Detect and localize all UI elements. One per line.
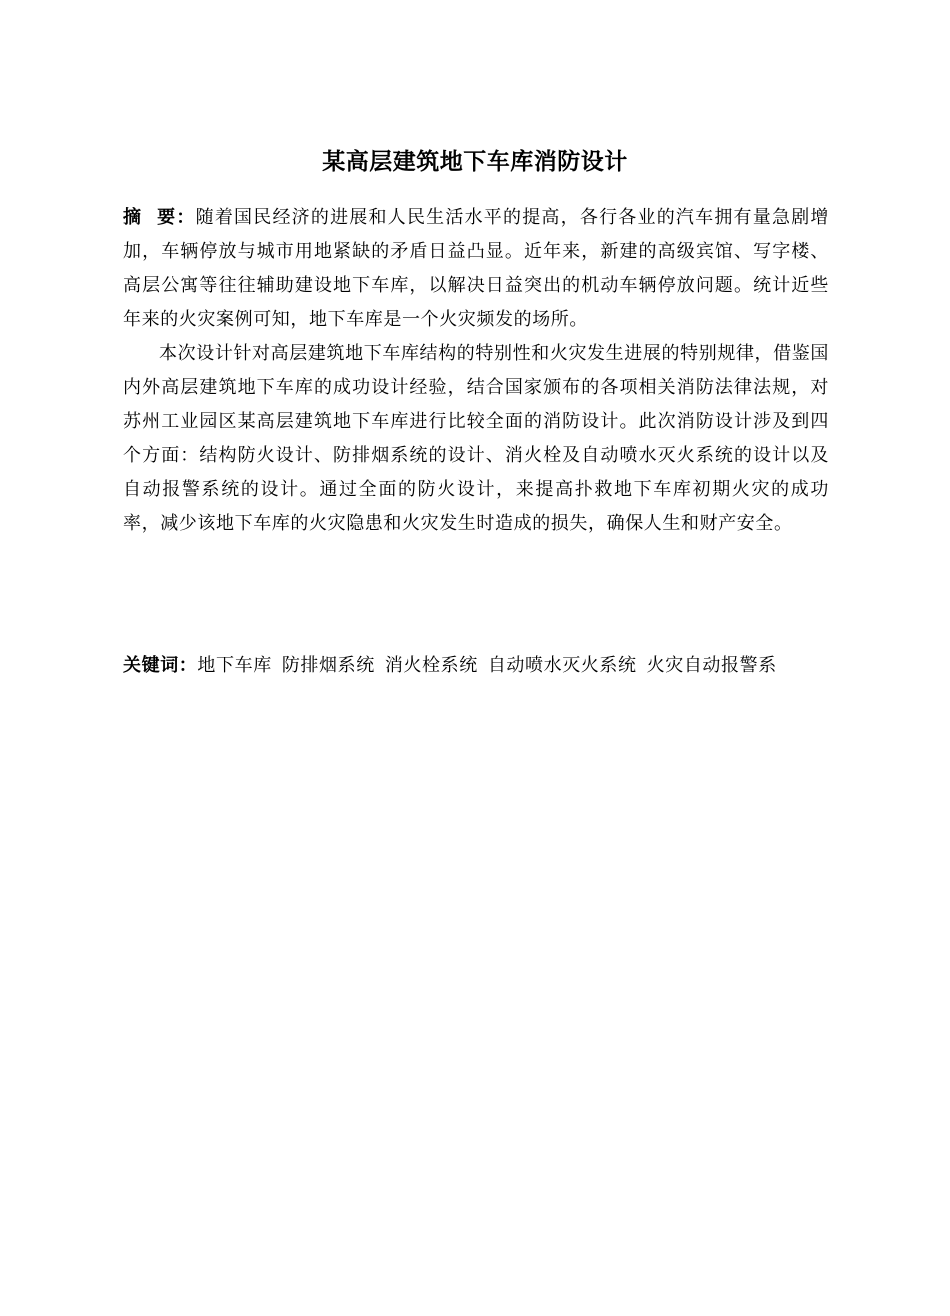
abstract-section xyxy=(123,201,829,541)
keyword-item: 消火栓系统 xyxy=(384,655,478,676)
keywords-section xyxy=(123,649,829,683)
abstract-paragraph-1-text: 随着国民经济的进展和人民生活水平的提高，各行各业的汽车拥有量急剧增加，车辆停放与城市用地紧缺的矛盾日益凸显。近年来，新建的高级宾馆、写字楼、高层公寓等往往辅助建设地下车库，以解决日益突出的机动车辆停放问题。统计近些年来的火灾案例可知，地下车库是一个火灾频发的场所。 xyxy=(123,207,830,330)
abstract-paragraph-2: 本次设计针对高层建筑地下车库结构的特别性和火灾发生进展的特别规律，借鉴国内外高层建筑地下车库的成功设计经验，结合国家颁布的各项相关消防法律法规，对苏州工业园区某高层建筑地下车库进行比较全面的消防设计。此次消防设计涉及到四个方面：结构防火设计、防排烟系统的设计、消火栓及自动喷水灭火系统的设计以及自动报警系统的设计。通过全面的防火设计，来提高扑救地下车库初期火灾的成功率，减少该地下车库的火灾隐患和火灾发生时造成的损失，确保人生和财产安全。 xyxy=(123,343,829,534)
keyword-item: 防排烟系统 xyxy=(281,655,375,676)
abstract-label: 摘 要： xyxy=(123,207,196,228)
keyword-item: 地下车库 xyxy=(197,655,272,676)
keywords-label: 关键词： xyxy=(123,655,198,676)
keyword-item: 自动喷水灭火系统 xyxy=(487,655,637,676)
document-title: 某高层建筑地下车库消防设计 xyxy=(322,149,628,175)
abstract-paragraph-1 xyxy=(123,201,829,337)
keyword-item: 火灾自动报警系 xyxy=(646,655,777,676)
